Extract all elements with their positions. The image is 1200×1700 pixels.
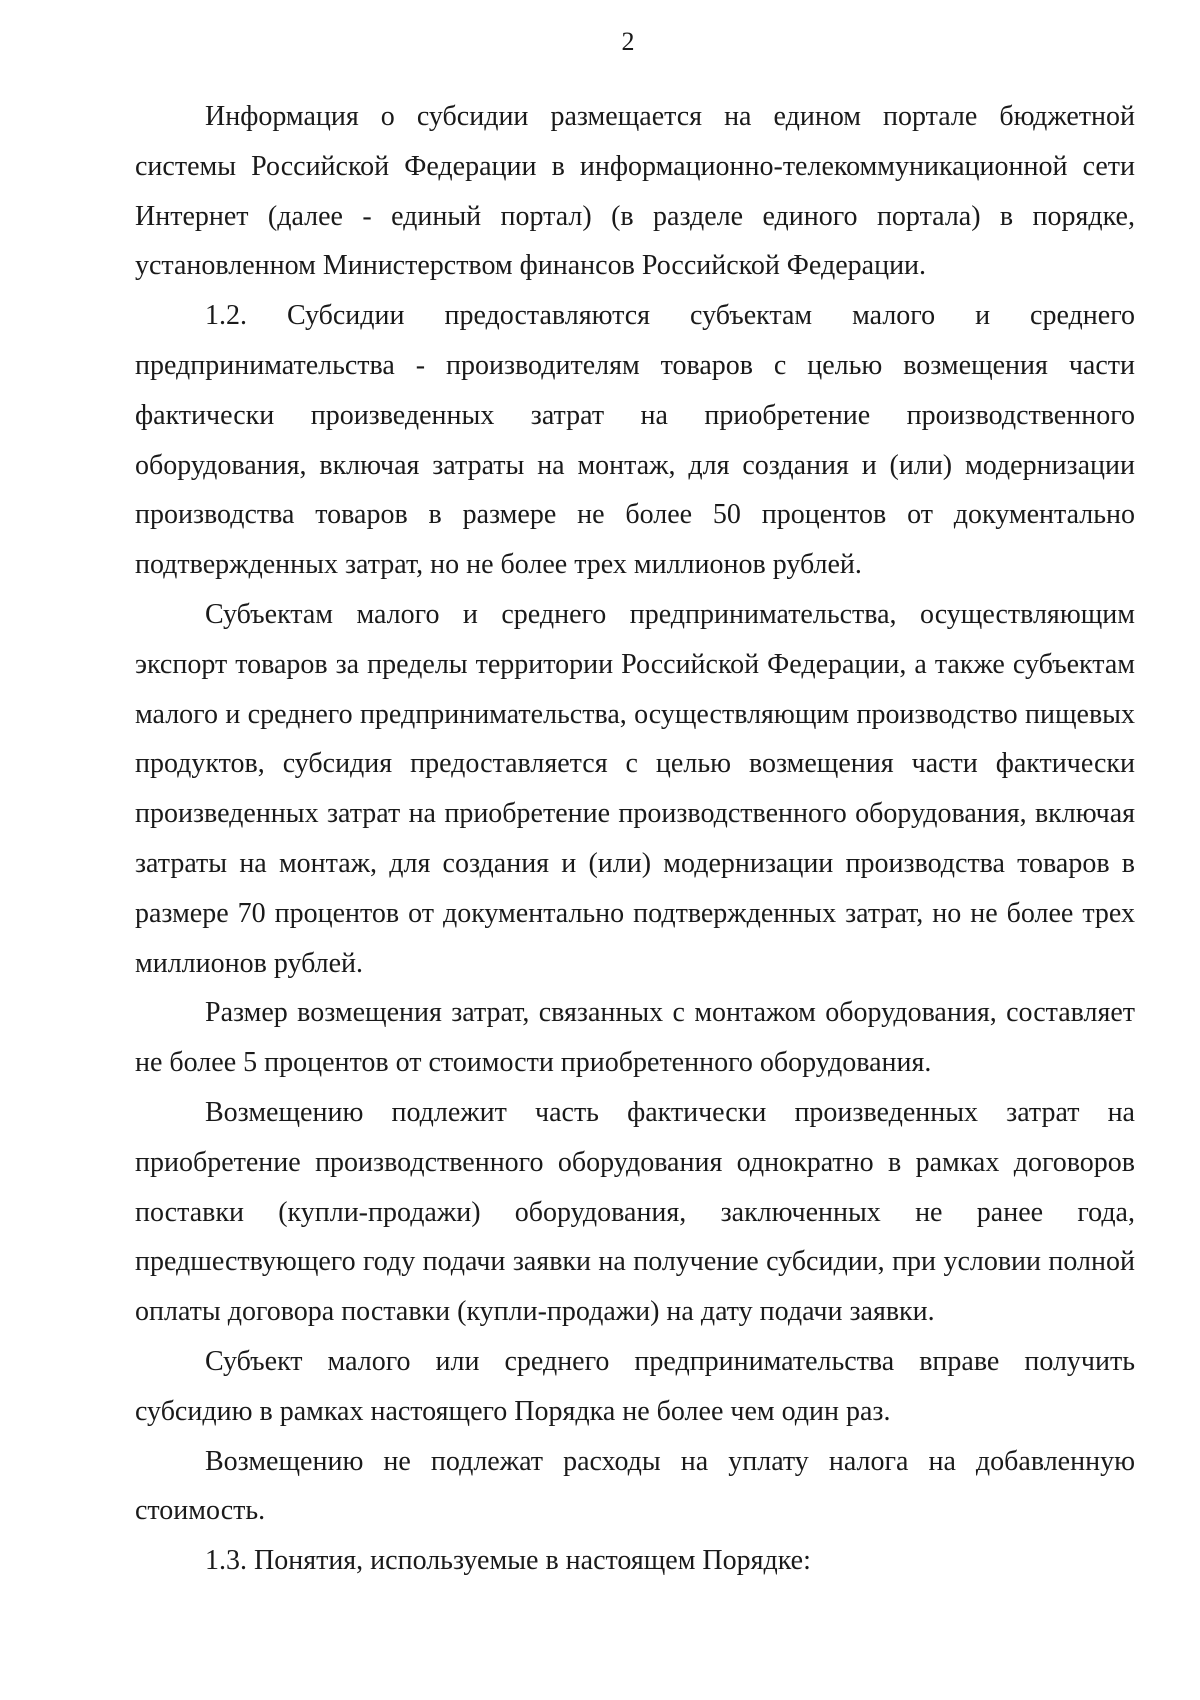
paragraph-once-only: Субъект малого или среднего предпринимательства вправе получить субсидию в рамках настоящего Порядка не более чем один раз. [135,1345,1135,1427]
document-body [135,92,1135,1586]
paragraph-1-2-subsidy-purpose: 1.2. Субсидии предоставляются субъектам малого и среднего предпринимательства - производителям товаров с целью возмещения части фактически произведенных затрат на приобретение производственного оборудования, включая затраты на монтаж, для создания и (или) модернизации производства товаров в размере не более 50 процентов от документально подтвержденных затрат, но не более трех миллионов рублей. [135,300,1135,581]
paragraph-1-3-definitions: 1.3. Понятия, используемые в настоящем Порядке: [205,1545,811,1577]
paragraph-subsidy-info-portal: Информация о субсидии размещается на едином портале бюджетной системы Российской Федерации в информационно-телекоммуникационной сети Интернет (далее - единый портал) (в разделе единого портала) в порядке, установленном Министерством финансов Российской Федерации. [135,101,1135,282]
paragraph-installation-cost-limit: Размер возмещения затрат, связанных с монтажом оборудования, составляет не более 5 процентов от стоимости приобретенного оборудования. [135,997,1135,1079]
paragraph-export-food-producers: Субъектам малого и среднего предпринимательства, осуществляющим экспорт товаров за пределы территории Российской Федерации, а также субъектам малого и среднего предпринимательства, осуществляющим производство пищевых продуктов, субсидия предоставляется с целью возмещения части фактически произведенных затрат на приобретение производственного оборудования, включая затраты на монтаж, для создания и (или) модернизации производства товаров в размере 70 процентов от документально подтвержденных затрат, но не более трех миллионов рублей. [135,598,1135,979]
page-number: 2 [621,27,635,56]
paragraph-vat-excluded: Возмещению не подлежат расходы на уплату налога на добавленную стоимость. [135,1445,1135,1527]
paragraph-reimbursement-conditions: Возмещению подлежит часть фактически произведенных затрат на приобретение производственного оборудования однократно в рамках договоров поставки (купли-продажи) оборудования, заключенных не ранее года, предшествующего году подачи заявки на получение субсидии, при условии полной оплаты договора поставки (купли-продажи) на дату подачи заявки. [135,1096,1135,1328]
